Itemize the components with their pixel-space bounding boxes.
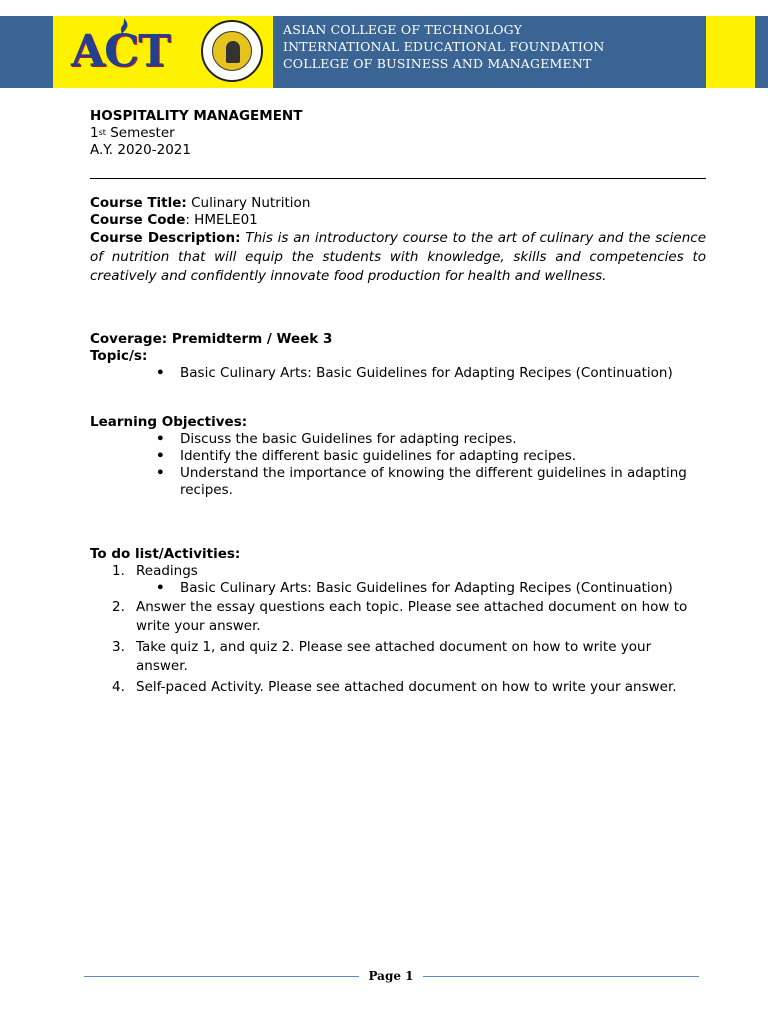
course-title-label: Course Title: [90, 195, 187, 211]
todo-section [90, 546, 706, 697]
institution-line: INTERNATIONAL EDUCATIONAL FOUNDATION [283, 39, 605, 54]
semester-label: Semester [105, 125, 175, 141]
banner-accent-block [706, 16, 755, 88]
semester-number: 1 [90, 125, 99, 141]
list-item [90, 563, 706, 580]
semester-suffix: st [98, 128, 106, 137]
item-text: Readings [136, 563, 198, 579]
list-item: • Discuss the basic Guidelines for adapting recipes. [90, 431, 706, 448]
coverage-heading: Coverage: Premidterm / Week 3 [90, 331, 333, 347]
item-number: 2. [112, 599, 125, 615]
program-name: HOSPITALITY MANAGEMENT [90, 108, 303, 124]
item-text: Answer the essay questions each topic. Please see attached document on how to write your answer. [136, 599, 688, 634]
academic-year: A.Y. 2020-2021 [90, 142, 191, 158]
course-code-label: Course Code [90, 212, 186, 228]
footer-rule-right [423, 976, 699, 977]
todo-heading: To do list/Activities: [90, 546, 241, 562]
semester [90, 125, 706, 142]
readings-sublist [90, 580, 706, 597]
course-title [90, 195, 706, 212]
item-number: 4. [112, 679, 125, 695]
act-logo [53, 16, 273, 88]
course-description-label: Course Description: [90, 230, 241, 246]
course-code [90, 212, 706, 229]
list-item [90, 638, 706, 676]
divider [90, 178, 706, 179]
item-text: Self-paced Activity. Please see attached document on how to write your answer. [136, 679, 677, 695]
course-info [90, 195, 706, 286]
course-title-value: Culinary Nutrition [186, 195, 311, 211]
topics-label: Topic/s: [90, 348, 148, 364]
topics-list [90, 365, 706, 382]
list-item: • Understand the importance of knowing the different guidelines in adapting recipes. [90, 465, 706, 499]
objectives-list [90, 431, 706, 499]
institution-line: ASIAN COLLEGE OF TECHNOLOGY [283, 22, 523, 37]
objectives-section [90, 414, 706, 499]
header-banner [0, 16, 768, 88]
objectives-heading: Learning Objectives: [90, 414, 248, 430]
sub-list-item: • Basic Culinary Arts: Basic Guidelines for Adapting Recipes (Continuation) [90, 580, 706, 597]
program-block [90, 108, 706, 159]
item-number: 1. [112, 563, 125, 579]
institution-line: COLLEGE OF BUSINESS AND MANAGEMENT [283, 56, 592, 71]
list-item [90, 580, 706, 597]
seal-figure-icon [226, 41, 240, 63]
course-description [90, 229, 706, 286]
institution-name [283, 21, 605, 72]
item-number: 3. [112, 639, 125, 655]
list-item: • Basic Culinary Arts: Basic Guidelines for Adapting Recipes (Continuation) [90, 365, 706, 382]
seal-emblem [212, 31, 252, 71]
footer-rule-left [84, 976, 359, 977]
list-item [90, 678, 706, 697]
coverage-section [90, 331, 706, 382]
list-item: • Identify the different basic guidelines for adapting recipes. [90, 448, 706, 465]
list-item [90, 598, 706, 636]
course-description-text: This is an introductory course to the art of culinary and the science of nutrition that will equip the students with knowledge, skills and competencies to creatively and confidently innovate food production for health and wellness. [90, 230, 706, 284]
course-code-value: : HMELE01 [185, 212, 258, 228]
logo-text: ACT [71, 26, 170, 77]
todo-list [90, 563, 706, 697]
item-text: Take quiz 1, and quiz 2. Please see attached document on how to write your answer. [136, 639, 652, 674]
college-seal-icon [201, 20, 263, 82]
page-number: Page 1 [368, 969, 414, 983]
